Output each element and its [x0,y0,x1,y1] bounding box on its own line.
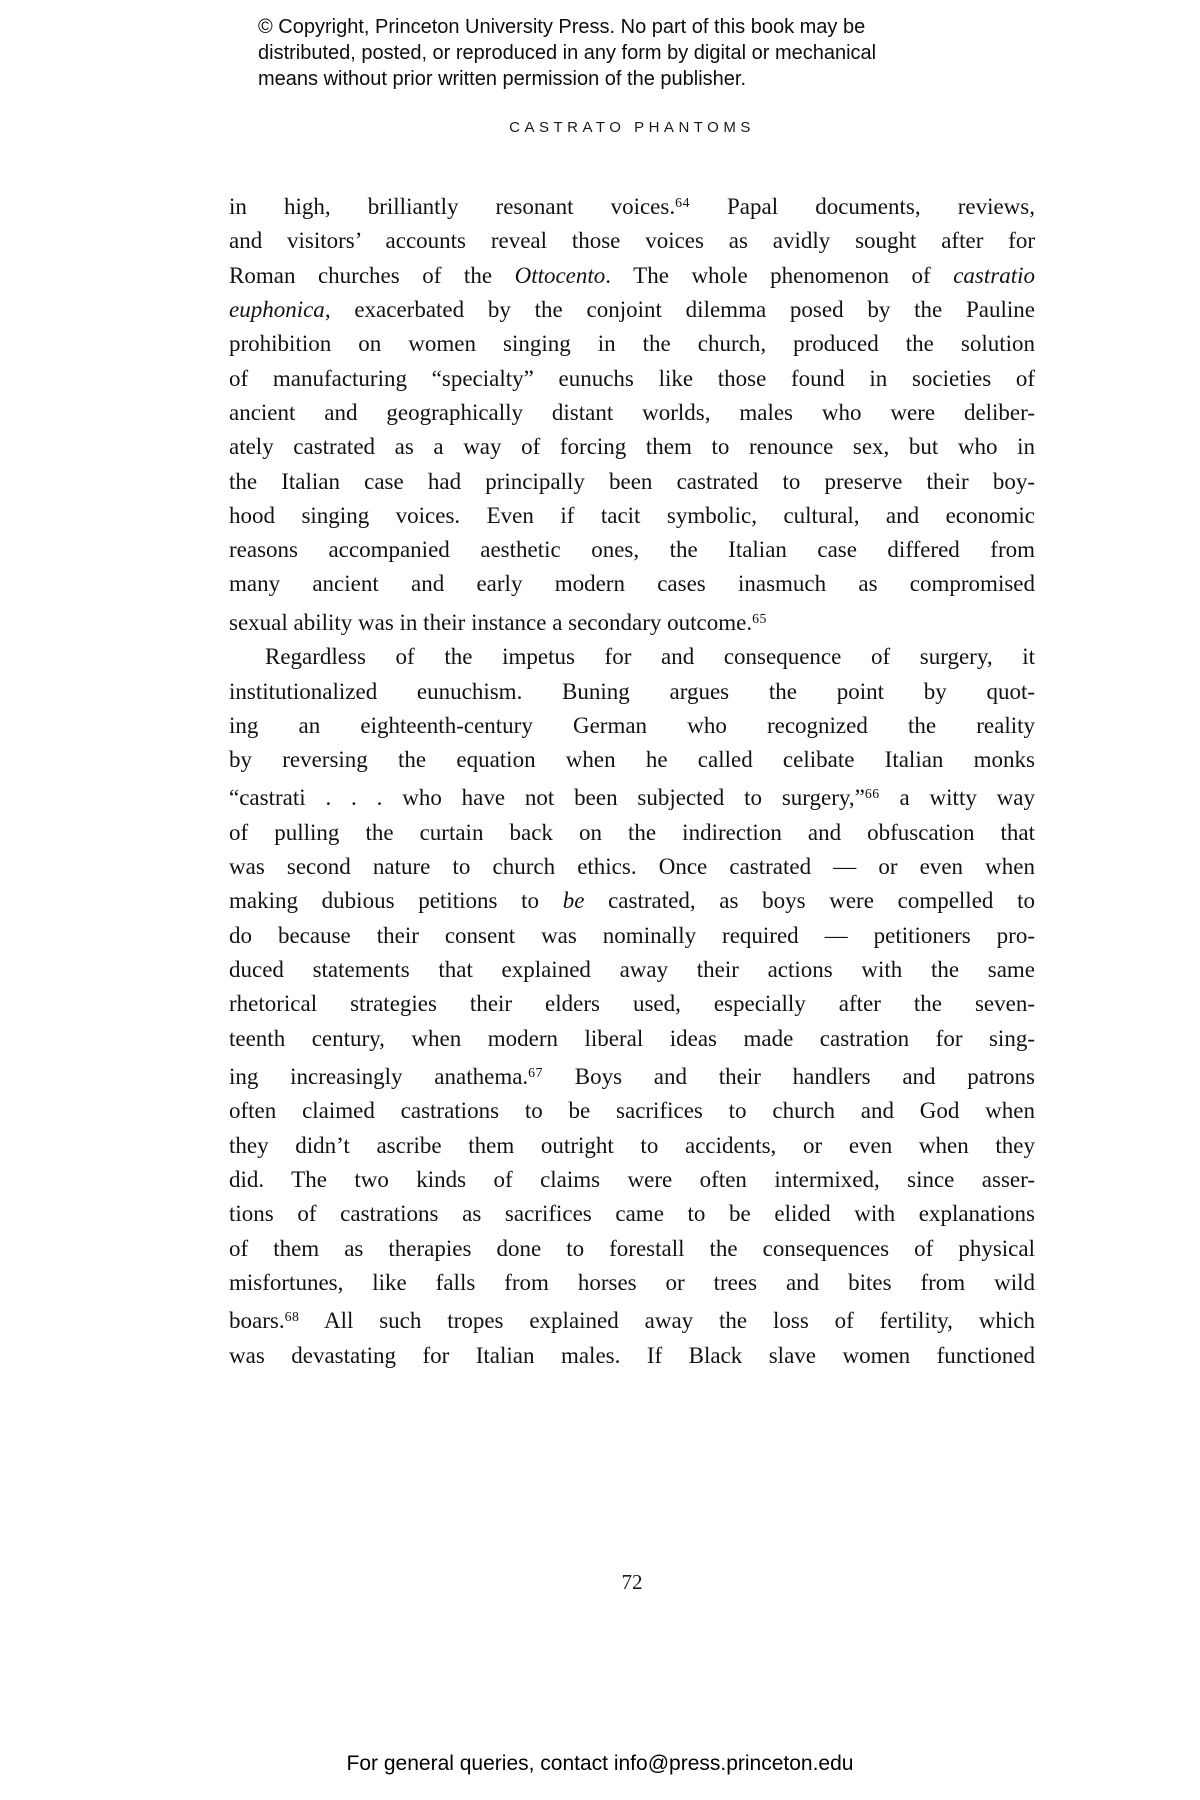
copyright-notice [258,14,876,92]
text-run: was second nature to church ethics. Once castrated — or even when [229,854,1035,880]
text-line [229,1232,1035,1266]
text-line [229,396,1035,430]
text-run: of manufacturing “specialty” eunuchs like those found in societies of [229,365,1035,391]
text-run: was devastating for Italian males. If Black slave women functioned [229,1342,1035,1368]
text-line [229,1266,1035,1300]
text-line [229,640,1035,674]
text-line [229,777,1035,815]
text-line [229,953,1035,987]
italic-text-run: castratio [953,262,1035,288]
text-run: Boys and their handlers and patrons [542,1064,1035,1090]
text-run: ing increasingly anathema. [229,1064,529,1090]
text-run: reasons accompanied aesthetic ones, the Italian case differed from [229,537,1035,563]
text-run: they didn’t ascribe them outright to accidents, or even when they [229,1132,1035,1158]
text-line [229,327,1035,361]
text-line [229,816,1035,850]
text-line [229,1339,1035,1373]
text-line [229,1129,1035,1163]
text-run: institutionalized eunuchism. Buning argues the point by quot- [229,678,1035,704]
italic-text-run: euphonica [229,297,325,323]
text-run: rhetorical strategies their elders used, especially after the seven- [229,991,1035,1017]
text-run: the Italian case had principally been castrated to preserve their boy- [229,468,1035,494]
text-line [229,1300,1035,1338]
page-number: 72 [621,1570,643,1594]
text-line [229,602,1035,640]
text-line [229,850,1035,884]
text-run: boars. [229,1308,285,1334]
text-line [229,533,1035,567]
text-run: many ancient and early modern cases inasmuch as compromised [229,571,1035,597]
text-run: tions of castrations as sacrifices came to be elided with explanations [229,1201,1035,1227]
footnote-reference: 67 [528,1064,543,1080]
text-line [229,465,1035,499]
text-run: by reversing the equation when he called celibate Italian monks [229,747,1035,773]
text-run: , exacerbated by the conjoint dilemma posed by the Pauline [324,297,1035,323]
text-line [229,259,1035,293]
text-run: “castrati . . . who have not been subjected to surgery,” [229,785,865,811]
text-run: do because their consent was nominally required — petitioners pro- [229,922,1035,948]
text-run: ing an eighteenth-century German who recognized the reality [229,712,1035,738]
text-line [229,362,1035,396]
text-line [229,293,1035,327]
text-line [229,743,1035,777]
text-run: . The whole phenomenon of [605,262,954,288]
text-line [229,499,1035,533]
footnote-reference: 65 [752,610,767,626]
text-line [229,1056,1035,1094]
text-run: in high, brilliantly resonant voices. [229,194,676,220]
text-run: Papal documents, reviews, [689,194,1035,220]
text-line [229,1094,1035,1128]
running-head: CASTRATO PHANTOMS [509,119,755,136]
text-run: sexual ability was in their instance a secondary outcome. [229,609,753,635]
text-line [229,1163,1035,1197]
text-run: ately castrated as a way of forcing them to renounce sex, but who in [229,434,1035,460]
text-run: hood singing voices. Even if tacit symbolic, cultural, and economic [229,502,1035,528]
text-line [229,1197,1035,1231]
text-line [229,987,1035,1021]
text-run: often claimed castrations to be sacrifices to church and God when [229,1098,1035,1124]
text-line [229,884,1035,918]
text-line [229,186,1035,224]
text-run: teenth century, when modern liberal ideas made castration for sing- [229,1025,1035,1051]
footer-contact-line: For general queries, contact info@press.princeton.edu [346,1752,854,1775]
text-run: prohibition on women singing in the church, produced the solution [229,331,1035,357]
text-run: All such tropes explained away the loss of fertility, which [299,1308,1035,1334]
text-line [229,567,1035,601]
text-run: Regardless of the impetus for and consequence of surgery, it [265,644,1035,670]
text-run: of them as therapies done to forestall the consequences of physical [229,1235,1035,1261]
text-line [229,224,1035,258]
text-run: and visitors’ accounts reveal those voices as avidly sought after for [229,228,1035,254]
footnote-reference: 64 [675,195,690,210]
text-line [229,709,1035,743]
text-line [229,1022,1035,1056]
italic-text-run: Ottocento [514,262,606,288]
text-run: castrated, as boys were compelled to [584,888,1035,914]
text-run: making dubious petitions to [229,888,563,914]
text-run: of pulling the curtain back on the indirection and obfuscation that [229,819,1035,845]
text-run: did. The two kinds of claims were often intermixed, since asser- [229,1167,1035,1192]
text-run: misfortunes, like falls from horses or trees and bites from wild [229,1269,1035,1295]
copyright-line: © Copyright, Princeton University Press. No part of this book may be [258,16,866,38]
italic-text-run: be [562,888,585,914]
text-run: ancient and geographically distant worlds, males who were deliber- [229,399,1035,425]
copyright-line: distributed, posted, or reproduced in any form by digital or mechanical [258,42,877,64]
body-text [229,186,1035,1373]
copyright-line: means without prior written permission of the publisher. [258,68,747,90]
text-run: duced statements that explained away their actions with the same [229,957,1035,983]
text-run: a witty way [879,785,1035,811]
text-run: Roman churches of the [229,262,515,288]
text-line [229,675,1035,709]
text-line [229,919,1035,953]
text-line [229,430,1035,464]
footnote-reference: 66 [864,786,880,802]
footnote-reference: 68 [284,1309,300,1325]
